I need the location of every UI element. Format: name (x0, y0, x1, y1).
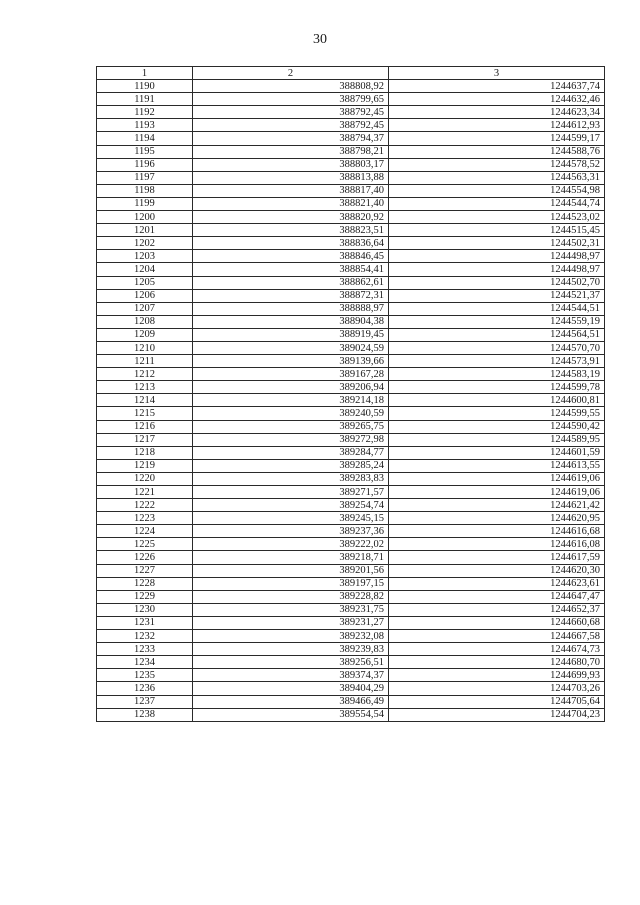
table-row (97, 564, 605, 577)
table-row (97, 158, 605, 171)
point-number-cell: 1208 (97, 315, 193, 328)
point-number-cell: 1220 (97, 472, 193, 485)
y-coordinate-cell: 1244623,61 (389, 577, 605, 590)
table-row (97, 616, 605, 629)
point-number-cell: 1213 (97, 381, 193, 394)
point-number-cell: 1223 (97, 512, 193, 525)
y-coordinate-cell: 1244619,06 (389, 486, 605, 499)
point-number-cell: 1201 (97, 224, 193, 237)
table-row (97, 682, 605, 695)
y-coordinate-cell: 1244601,59 (389, 446, 605, 459)
point-number-cell: 1191 (97, 93, 193, 106)
x-coordinate-cell: 389214,18 (193, 394, 389, 407)
point-number-cell: 1236 (97, 682, 193, 695)
x-coordinate-cell: 389466,49 (193, 695, 389, 708)
table-body (97, 80, 605, 722)
x-coordinate-cell: 389554,54 (193, 708, 389, 721)
table-row (97, 171, 605, 184)
x-coordinate-cell: 389256,51 (193, 656, 389, 669)
x-coordinate-cell: 389271,57 (193, 486, 389, 499)
y-coordinate-cell: 1244589,95 (389, 433, 605, 446)
point-number-cell: 1221 (97, 486, 193, 499)
x-coordinate-cell: 388836,64 (193, 237, 389, 250)
table-row (97, 368, 605, 381)
y-coordinate-cell: 1244616,68 (389, 525, 605, 538)
x-coordinate-cell: 388792,45 (193, 119, 389, 132)
x-coordinate-cell: 388803,17 (193, 158, 389, 171)
y-coordinate-cell: 1244667,58 (389, 630, 605, 643)
table-row (97, 630, 605, 643)
column-header-1: 1 (97, 67, 193, 80)
point-number-cell: 1194 (97, 132, 193, 145)
x-coordinate-cell: 389272,98 (193, 433, 389, 446)
table-row (97, 80, 605, 93)
x-coordinate-cell: 389218,71 (193, 551, 389, 564)
y-coordinate-cell: 1244619,06 (389, 472, 605, 485)
y-coordinate-cell: 1244704,23 (389, 708, 605, 721)
x-coordinate-cell: 389240,59 (193, 407, 389, 420)
point-number-cell: 1190 (97, 80, 193, 93)
y-coordinate-cell: 1244583,19 (389, 368, 605, 381)
x-coordinate-cell: 388799,65 (193, 93, 389, 106)
x-coordinate-cell: 389231,75 (193, 603, 389, 616)
y-coordinate-cell: 1244498,97 (389, 250, 605, 263)
point-number-cell: 1203 (97, 250, 193, 263)
y-coordinate-cell: 1244623,34 (389, 106, 605, 119)
y-coordinate-cell: 1244502,70 (389, 276, 605, 289)
table-row (97, 106, 605, 119)
point-number-cell: 1209 (97, 328, 193, 341)
table-row (97, 250, 605, 263)
point-number-cell: 1207 (97, 302, 193, 315)
table-row (97, 119, 605, 132)
x-coordinate-cell: 388862,61 (193, 276, 389, 289)
x-coordinate-cell: 389139,66 (193, 355, 389, 368)
x-coordinate-cell: 388798,21 (193, 145, 389, 158)
y-coordinate-cell: 1244600,81 (389, 394, 605, 407)
x-coordinate-cell: 389232,08 (193, 630, 389, 643)
y-coordinate-cell: 1244502,31 (389, 237, 605, 250)
x-coordinate-cell: 389237,36 (193, 525, 389, 538)
point-number-cell: 1216 (97, 420, 193, 433)
table-row (97, 355, 605, 368)
table-row (97, 394, 605, 407)
x-coordinate-cell: 389024,59 (193, 341, 389, 354)
point-number-cell: 1196 (97, 158, 193, 171)
y-coordinate-cell: 1244632,46 (389, 93, 605, 106)
point-number-cell: 1212 (97, 368, 193, 381)
x-coordinate-cell: 388817,40 (193, 184, 389, 197)
table-row (97, 302, 605, 315)
table-row (97, 407, 605, 420)
point-number-cell: 1219 (97, 459, 193, 472)
point-number-cell: 1205 (97, 276, 193, 289)
y-coordinate-cell: 1244515,45 (389, 224, 605, 237)
point-number-cell: 1235 (97, 669, 193, 682)
x-coordinate-cell: 389285,24 (193, 459, 389, 472)
x-coordinate-cell: 388792,45 (193, 106, 389, 119)
point-number-cell: 1234 (97, 656, 193, 669)
y-coordinate-cell: 1244578,52 (389, 158, 605, 171)
x-coordinate-cell: 389239,83 (193, 643, 389, 656)
y-coordinate-cell: 1244616,08 (389, 538, 605, 551)
y-coordinate-cell: 1244544,51 (389, 302, 605, 315)
table-row (97, 381, 605, 394)
table-row (97, 708, 605, 721)
y-coordinate-cell: 1244652,37 (389, 603, 605, 616)
table-row (97, 486, 605, 499)
y-coordinate-cell: 1244521,37 (389, 289, 605, 302)
x-coordinate-cell: 388823,51 (193, 224, 389, 237)
y-coordinate-cell: 1244573,91 (389, 355, 605, 368)
x-coordinate-cell: 388794,37 (193, 132, 389, 145)
x-coordinate-cell: 389206,94 (193, 381, 389, 394)
point-number-cell: 1193 (97, 119, 193, 132)
y-coordinate-cell: 1244590,42 (389, 420, 605, 433)
table-row (97, 341, 605, 354)
y-coordinate-cell: 1244559,19 (389, 315, 605, 328)
table-row (97, 459, 605, 472)
x-coordinate-cell: 389245,15 (193, 512, 389, 525)
table-row (97, 93, 605, 106)
point-number-cell: 1218 (97, 446, 193, 459)
point-number-cell: 1214 (97, 394, 193, 407)
x-coordinate-cell: 388904,38 (193, 315, 389, 328)
table-row (97, 211, 605, 224)
table-row (97, 132, 605, 145)
x-coordinate-cell: 389254,74 (193, 499, 389, 512)
y-coordinate-cell: 1244637,74 (389, 80, 605, 93)
column-header-3: 3 (389, 67, 605, 80)
point-number-cell: 1217 (97, 433, 193, 446)
x-coordinate-cell: 388919,45 (193, 328, 389, 341)
y-coordinate-cell: 1244588,76 (389, 145, 605, 158)
y-coordinate-cell: 1244620,95 (389, 512, 605, 525)
y-coordinate-cell: 1244544,74 (389, 197, 605, 210)
point-number-cell: 1202 (97, 237, 193, 250)
y-coordinate-cell: 1244498,97 (389, 263, 605, 276)
table-row (97, 590, 605, 603)
table-row (97, 643, 605, 656)
table-row (97, 315, 605, 328)
table-row (97, 577, 605, 590)
x-coordinate-cell: 389404,29 (193, 682, 389, 695)
y-coordinate-cell: 1244599,17 (389, 132, 605, 145)
y-coordinate-cell: 1244599,78 (389, 381, 605, 394)
x-coordinate-cell: 388808,92 (193, 80, 389, 93)
page-number: 30 (313, 32, 327, 47)
y-coordinate-cell: 1244620,30 (389, 564, 605, 577)
point-number-cell: 1225 (97, 538, 193, 551)
y-coordinate-cell: 1244599,55 (389, 407, 605, 420)
point-number-cell: 1232 (97, 630, 193, 643)
point-number-cell: 1222 (97, 499, 193, 512)
point-number-cell: 1210 (97, 341, 193, 354)
point-number-cell: 1229 (97, 590, 193, 603)
y-coordinate-cell: 1244680,70 (389, 656, 605, 669)
table-row (97, 551, 605, 564)
table-row (97, 276, 605, 289)
x-coordinate-cell: 389197,15 (193, 577, 389, 590)
column-header-2: 2 (193, 67, 389, 80)
table-row (97, 224, 605, 237)
table-row (97, 263, 605, 276)
point-number-cell: 1231 (97, 616, 193, 629)
point-number-cell: 1200 (97, 211, 193, 224)
point-number-cell: 1198 (97, 184, 193, 197)
x-coordinate-cell: 389265,75 (193, 420, 389, 433)
coordinates-table (96, 66, 605, 722)
table-row (97, 145, 605, 158)
y-coordinate-cell: 1244699,93 (389, 669, 605, 682)
x-coordinate-cell: 389283,83 (193, 472, 389, 485)
y-coordinate-cell: 1244617,59 (389, 551, 605, 564)
x-coordinate-cell: 388813,88 (193, 171, 389, 184)
table-row (97, 512, 605, 525)
y-coordinate-cell: 1244613,55 (389, 459, 605, 472)
table-row (97, 669, 605, 682)
table-row (97, 538, 605, 551)
point-number-cell: 1192 (97, 106, 193, 119)
table-row (97, 433, 605, 446)
y-coordinate-cell: 1244705,64 (389, 695, 605, 708)
x-coordinate-cell: 389231,27 (193, 616, 389, 629)
table-row (97, 656, 605, 669)
x-coordinate-cell: 389167,28 (193, 368, 389, 381)
point-number-cell: 1226 (97, 551, 193, 564)
y-coordinate-cell: 1244674,73 (389, 643, 605, 656)
table-row (97, 603, 605, 616)
x-coordinate-cell: 388820,92 (193, 211, 389, 224)
y-coordinate-cell: 1244523,02 (389, 211, 605, 224)
point-number-cell: 1238 (97, 708, 193, 721)
x-coordinate-cell: 388846,45 (193, 250, 389, 263)
x-coordinate-cell: 388888,97 (193, 302, 389, 315)
y-coordinate-cell: 1244554,98 (389, 184, 605, 197)
y-coordinate-cell: 1244621,42 (389, 499, 605, 512)
point-number-cell: 1230 (97, 603, 193, 616)
x-coordinate-cell: 388854,41 (193, 263, 389, 276)
table-row (97, 446, 605, 459)
y-coordinate-cell: 1244647,47 (389, 590, 605, 603)
point-number-cell: 1211 (97, 355, 193, 368)
table-row (97, 184, 605, 197)
table-row (97, 525, 605, 538)
x-coordinate-cell: 389374,37 (193, 669, 389, 682)
point-number-cell: 1197 (97, 171, 193, 184)
table-row (97, 499, 605, 512)
point-number-cell: 1237 (97, 695, 193, 708)
table-row (97, 695, 605, 708)
y-coordinate-cell: 1244564,51 (389, 328, 605, 341)
x-coordinate-cell: 389201,56 (193, 564, 389, 577)
point-number-cell: 1224 (97, 525, 193, 538)
y-coordinate-cell: 1244612,93 (389, 119, 605, 132)
table-header-row (97, 67, 605, 80)
y-coordinate-cell: 1244660,68 (389, 616, 605, 629)
table-row (97, 472, 605, 485)
x-coordinate-cell: 389284,77 (193, 446, 389, 459)
point-number-cell: 1233 (97, 643, 193, 656)
x-coordinate-cell: 388872,31 (193, 289, 389, 302)
x-coordinate-cell: 388821,40 (193, 197, 389, 210)
y-coordinate-cell: 1244563,31 (389, 171, 605, 184)
point-number-cell: 1206 (97, 289, 193, 302)
point-number-cell: 1215 (97, 407, 193, 420)
table-row (97, 197, 605, 210)
y-coordinate-cell: 1244570,70 (389, 341, 605, 354)
table-row (97, 237, 605, 250)
y-coordinate-cell: 1244703,26 (389, 682, 605, 695)
x-coordinate-cell: 389222,02 (193, 538, 389, 551)
point-number-cell: 1195 (97, 145, 193, 158)
point-number-cell: 1204 (97, 263, 193, 276)
table-row (97, 420, 605, 433)
table-row (97, 328, 605, 341)
table-row (97, 289, 605, 302)
point-number-cell: 1199 (97, 197, 193, 210)
point-number-cell: 1228 (97, 577, 193, 590)
x-coordinate-cell: 389228,82 (193, 590, 389, 603)
point-number-cell: 1227 (97, 564, 193, 577)
